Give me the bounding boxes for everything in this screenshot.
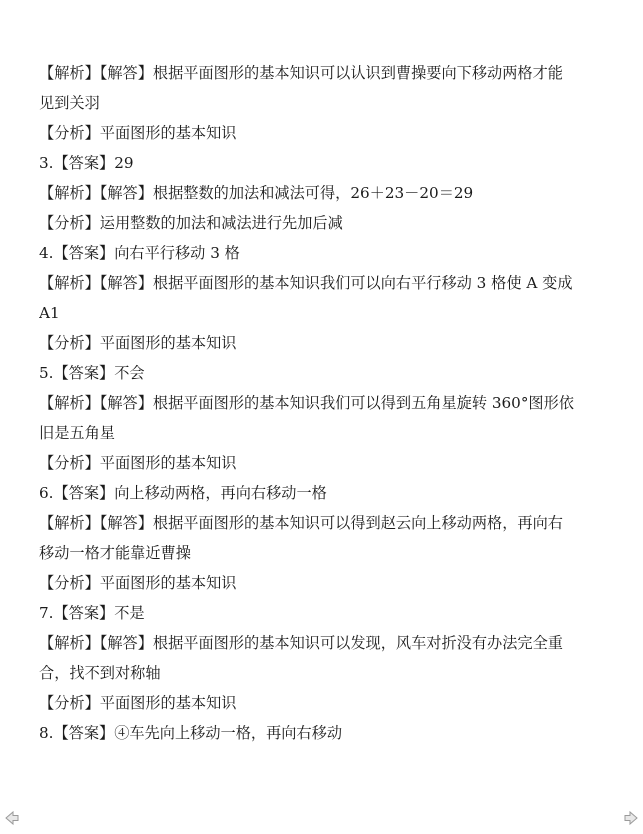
text-line: 【解析】【解答】根据平面图形的基本知识我们可以向右平行移动 3 格使 A 变成 [39,274,573,292]
document-body [39,58,605,748]
text-line: 【分析】平面图形的基本知识 [39,574,237,592]
text-line: 6.【答案】向上移动两格，再向右移动一格 [39,484,327,502]
text-line: A1 [39,304,60,322]
text-line: 【分析】平面图形的基本知识 [39,124,237,142]
text-line: 【分析】运用整数的加法和减法进行先加后减 [39,214,343,232]
arrow-right-icon [623,810,639,826]
arrow-left-icon [4,810,20,826]
text-line: 【解析】【解答】根据整数的加法和减法可得，26＋23－20＝29 [39,184,474,202]
text-line: 合，找不到对称轴 [39,664,161,682]
text-line: 【分析】平面图形的基本知识 [39,694,237,712]
text-line: 【解析】【解答】根据平面图形的基本知识可以发现，风车对折没有办法完全重 [39,634,563,652]
text-line: 【分析】平面图形的基本知识 [39,334,237,352]
text-line: 5.【答案】不会 [39,364,145,382]
text-line: 8.【答案】④车先向上移动一格，再向右移动 [39,724,343,742]
next-page-button[interactable] [623,810,639,826]
text-line: 【解析】【解答】根据平面图形的基本知识可以认识到曹操要向下移动两格才能 [39,64,563,82]
text-line: 7.【答案】不是 [39,604,145,622]
text-line: 4.【答案】向右平行移动 3 格 [39,244,240,262]
text-line: 3.【答案】29 [39,154,134,172]
text-line: 见到关羽 [39,94,100,112]
text-line: 【解析】【解答】根据平面图形的基本知识可以得到赵云向上移动两格，再向右 [39,514,563,532]
text-line: 旧是五角星 [39,424,115,442]
previous-page-button[interactable] [4,810,20,826]
text-line: 【解析】【解答】根据平面图形的基本知识我们可以得到五角星旋转 360°图形依 [39,394,574,412]
text-line: 【分析】平面图形的基本知识 [39,454,237,472]
text-line: 移动一格才能靠近曹操 [39,544,191,562]
